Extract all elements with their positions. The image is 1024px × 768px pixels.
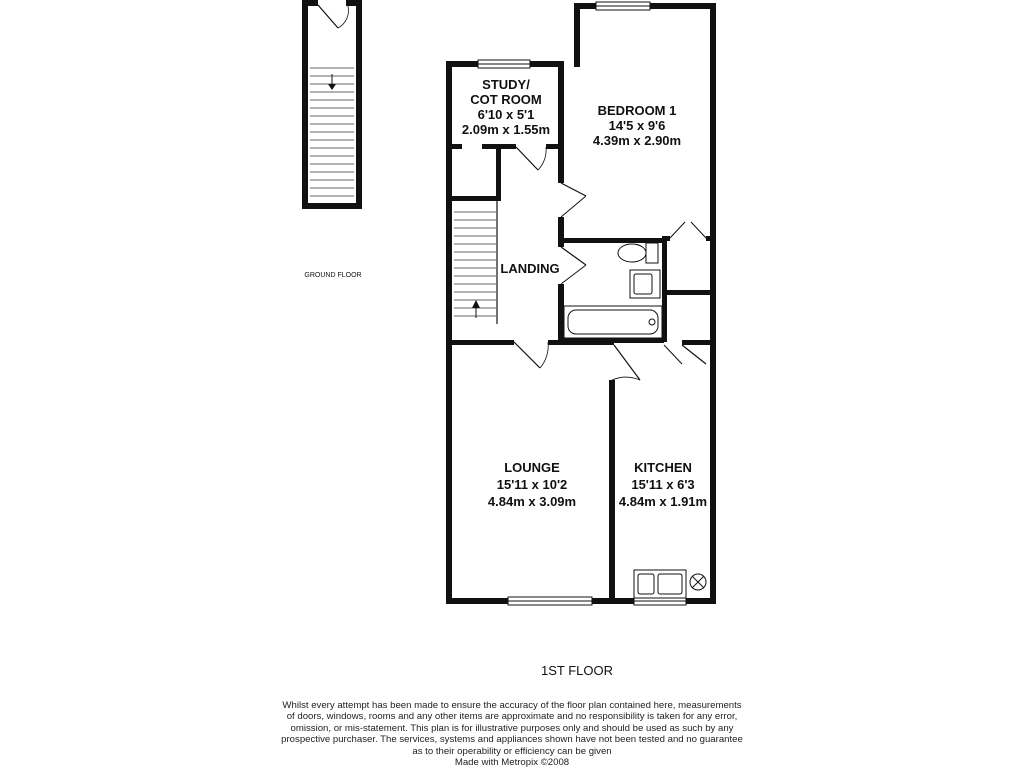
svg-text:4.84m x 3.09m: 4.84m x 3.09m [487, 494, 577, 509]
svg-text:STUDY/: STUDY/ [482, 77, 530, 92]
bedroom-1-label [593, 103, 681, 148]
svg-text:4.39m x 2.90m: 4.39m x 2.90m [592, 133, 682, 148]
disclaimer [262, 700, 762, 768]
kitchen-fixtures [634, 570, 706, 598]
study-label [462, 77, 550, 137]
svg-text:6'10 x 5'1: 6'10 x 5'1 [477, 107, 535, 122]
landing-label [500, 261, 559, 276]
svg-text:COT ROOM: COT ROOM [470, 92, 542, 107]
svg-text:15'11 x 6'3: 15'11 x 6'3 [631, 477, 695, 492]
disclaimer-line: as to their operability or efficiency can be given [412, 745, 612, 757]
disclaimer-credit: Made with Metropix ©2008 [454, 757, 570, 768]
svg-text:KITCHEN: KITCHEN [634, 460, 692, 475]
bathroom-fixtures [564, 243, 662, 338]
ground-floor-label: GROUND FLOOR [304, 272, 362, 279]
svg-text:2.09m x 1.55m: 2.09m x 1.55m [461, 122, 551, 137]
svg-text:15'11 x 10'2: 15'11 x 10'2 [496, 477, 568, 492]
ground-floor-stair [305, 0, 359, 206]
svg-text:LANDING: LANDING [500, 261, 560, 276]
disclaimer-line: prospective purchaser. The services, systems and appliances shown have not been tested and no guarantee [281, 734, 743, 746]
svg-text:BEDROOM 1: BEDROOM 1 [597, 103, 677, 118]
svg-text:LOUNGE: LOUNGE [504, 460, 560, 475]
disclaimer-line: of doors, windows, rooms and any other items are approximate and no responsibility is taken for any error, [286, 711, 738, 723]
lounge-label [488, 460, 576, 509]
disclaimer-line: omission, or mis-statement. This plan is for illustrative purposes only and should be used as such by any [290, 722, 734, 734]
landing-stair [454, 201, 497, 324]
floor-title: 1ST FLOOR [540, 663, 614, 678]
kitchen-label [619, 460, 707, 509]
svg-text:4.84m x 1.91m: 4.84m x 1.91m [618, 494, 708, 509]
disclaimer-line: Whilst every attempt has been made to ensure the accuracy of the floor plan contained here, measurements [282, 700, 742, 711]
svg-text:14'5 x 9'6: 14'5 x 9'6 [608, 118, 666, 133]
